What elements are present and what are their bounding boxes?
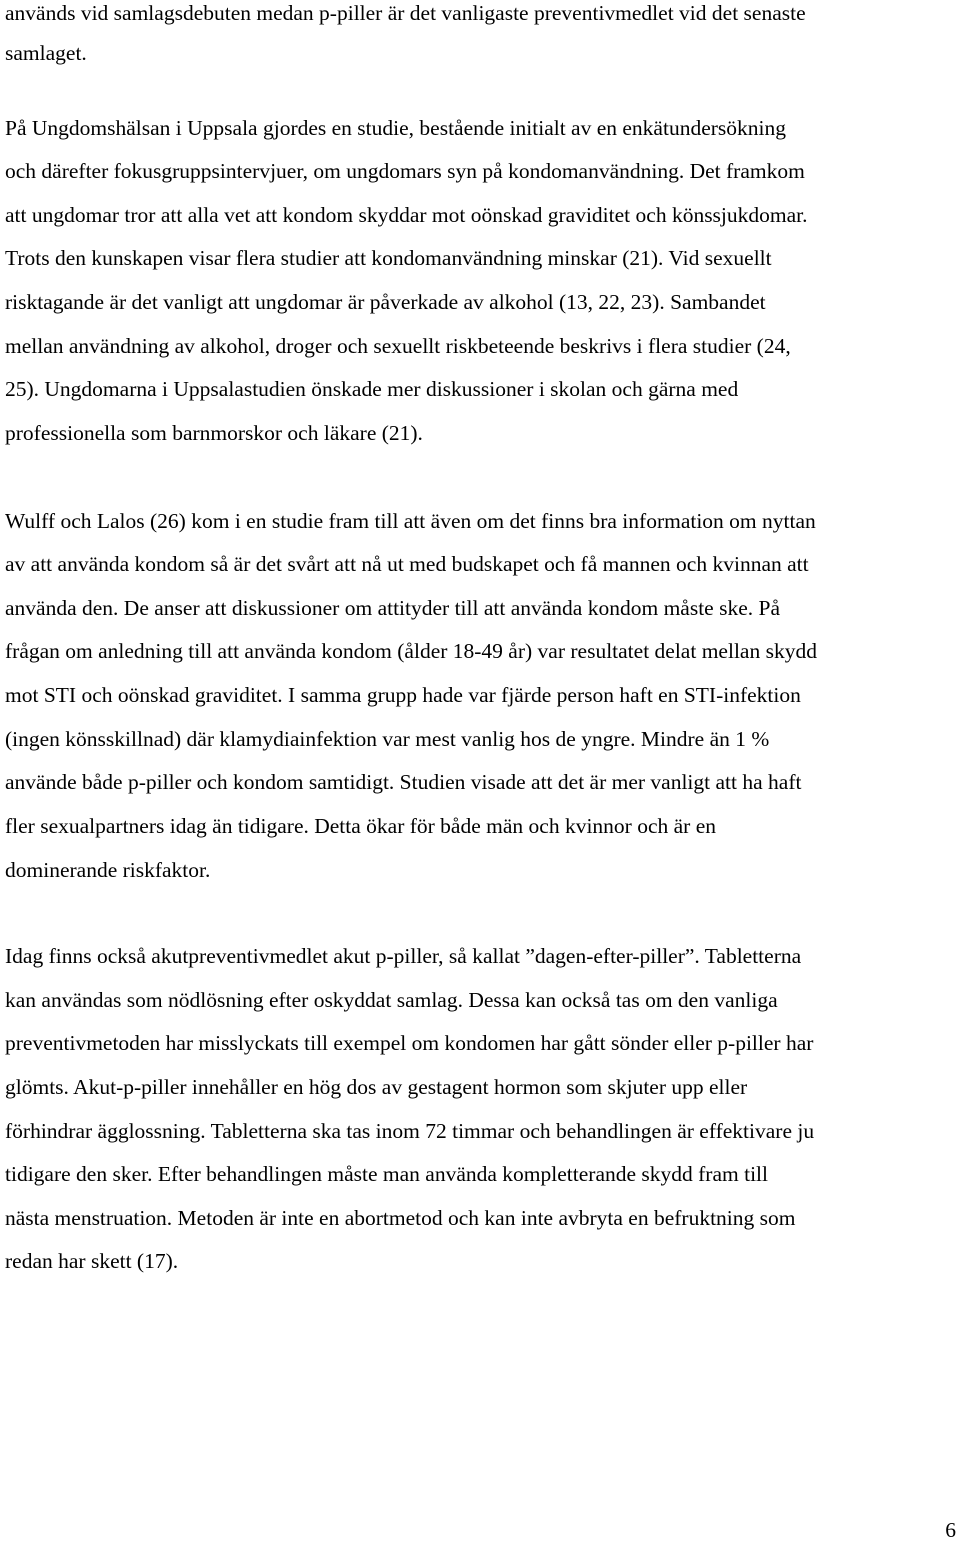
- text-line: preventivmetoden har misslyckats till exempel om kondomen har gått sönder eller p-piller har: [5, 1031, 814, 1055]
- text-line: och därefter fokusgruppsintervjuer, om ungdomars syn på kondomanvändning. Det framkom: [5, 159, 805, 183]
- text-line: frågan om anledning till att använda kondom (ålder 18-49 år) var resultatet delat mellan skydd: [5, 639, 817, 663]
- text-line: använda den. De anser att diskussioner om attityder till att använda kondom måste ske. På: [5, 596, 780, 620]
- text-line: (ingen könsskillnad) där klamydiainfektion var mest vanlig hos de yngre. Mindre än 1 %: [5, 727, 770, 751]
- text-line: Wulff och Lalos (26) kom i en studie fram till att även om det finns bra information om nyttan: [5, 509, 816, 533]
- text-line: fler sexualpartners idag än tidigare. Detta ökar för både män och kvinnor och är en: [5, 814, 717, 838]
- text-line: använde både p-piller och kondom samtidigt. Studien visade att det är mer vanligt att ha haft: [5, 770, 802, 794]
- text-line: tidigare den sker. Efter behandlingen måste man använda kompletterande skydd fram till: [5, 1162, 768, 1186]
- text-line: Trots den kunskapen visar flera studier att kondomanvändning minskar (21). Vid sexuellt: [5, 246, 772, 270]
- page-number: 6: [945, 1518, 956, 1542]
- text-line: dominerande riskfaktor.: [5, 858, 211, 882]
- text-line: risktagande är det vanligt att ungdomar är påverkade av alkohol (13, 22, 23). Sambandet: [5, 290, 766, 314]
- text-line: används vid samlagsdebuten medan p-piller är det vanligaste preventivmedlet vid det senaste: [5, 1, 806, 25]
- text-line: glömts. Akut-p-piller innehåller en hög dos av gestagent hormon som skjuter upp eller: [5, 1075, 748, 1099]
- text-line: nästa menstruation. Metoden är inte en abortmetod och kan inte avbryta en befruktning som: [5, 1206, 796, 1230]
- text-line: Idag finns också akutpreventivmedlet akut p-piller, så kallat ”dagen-efter-piller”. Tabletterna: [5, 944, 802, 968]
- text-line: mot STI och oönskad graviditet. I samma grupp hade var fjärde person haft en STI-infektion: [5, 683, 801, 707]
- text-line: professionella som barnmorskor och läkare (21).: [5, 421, 423, 445]
- text-line: På Ungdomshälsan i Uppsala gjordes en studie, bestående initialt av en enkätundersökning: [5, 116, 786, 140]
- text-line: samlaget.: [5, 41, 87, 65]
- text-line: redan har skett (17).: [5, 1249, 179, 1273]
- text-line: 25). Ungdomarna i Uppsalastudien önskade mer diskussioner i skolan och gärna med: [5, 377, 739, 401]
- text-line: att ungdomar tror att alla vet att kondom skyddar mot oönskad graviditet och könssjukdomar.: [5, 203, 808, 227]
- text-line: förhindrar ägglossning. Tabletterna ska tas inom 72 timmar och behandlingen är effektivare ju: [5, 1119, 815, 1143]
- text-line: av att använda kondom så är det svårt att nå ut med budskapet och få mannen och kvinnan att: [5, 552, 809, 576]
- text-line: mellan användning av alkohol, droger och sexuellt riskbeteende beskrivs i flera studier (24,: [5, 334, 791, 358]
- text-line: kan användas som nödlösning efter oskyddat samlag. Dessa kan också tas om den vanliga: [5, 988, 778, 1012]
